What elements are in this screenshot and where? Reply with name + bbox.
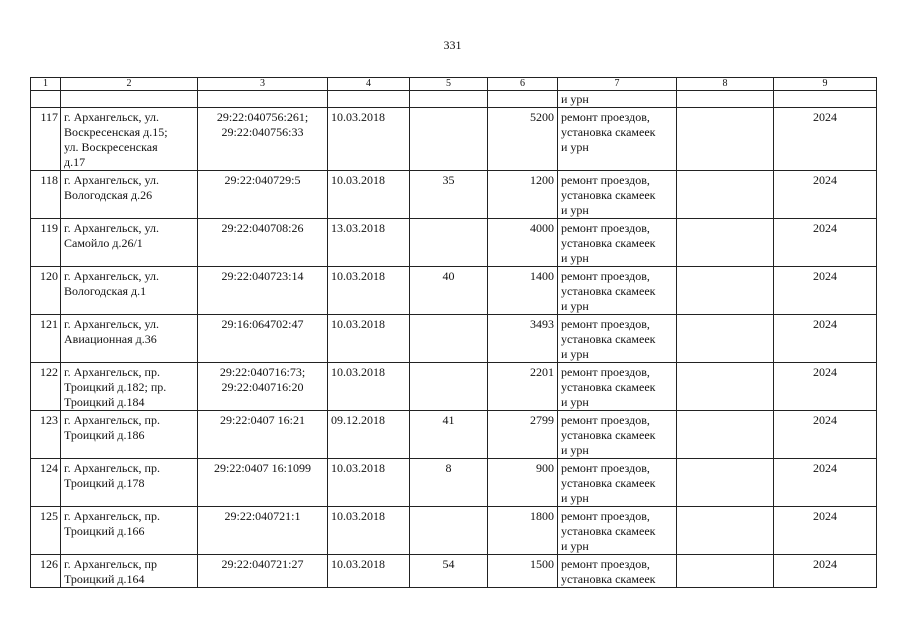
cell-address-line: Троицкий д.178 <box>64 476 145 490</box>
cell-purpose-line: ремонт проездов, <box>561 110 650 124</box>
cell-address-line: ул. Воскресенская <box>64 140 158 154</box>
cell-date: 10.03.2018 <box>328 459 410 507</box>
cell-year: 2024 <box>774 507 877 555</box>
cell-address-line: г. Архангельск, ул. <box>64 110 159 124</box>
cell-col8 <box>677 108 774 171</box>
cell-address-line: Троицкий д.184 <box>64 395 145 409</box>
cell-col8 <box>677 411 774 459</box>
cell-purpose-line: установка скамеек <box>561 524 656 538</box>
cell-col8 <box>677 267 774 315</box>
cell-col5: 8 <box>410 459 488 507</box>
cell-date: 10.03.2018 <box>328 555 410 588</box>
cell-cadastral-line: 29:22:040721:27 <box>221 557 304 571</box>
cell-empty <box>677 91 774 108</box>
cell-cadastral <box>198 108 328 171</box>
cell-date: 10.03.2018 <box>328 171 410 219</box>
cell-col5 <box>410 507 488 555</box>
cell-year: 2024 <box>774 108 877 171</box>
cell-col5: 41 <box>410 411 488 459</box>
cell-empty <box>410 91 488 108</box>
table-row <box>31 219 877 267</box>
cell-address-line: г. Архангельск, ул. <box>64 173 159 187</box>
cell-address <box>61 267 198 315</box>
cell-empty <box>61 91 198 108</box>
cell-area: 5200 <box>488 108 558 171</box>
cell-address <box>61 219 198 267</box>
cell-number: 122 <box>31 363 61 411</box>
table-row <box>31 411 877 459</box>
cell-purpose <box>558 459 677 507</box>
cell-year: 2024 <box>774 315 877 363</box>
cell-address <box>61 555 198 588</box>
cell-purpose-line: ремонт проездов, <box>561 461 650 475</box>
cell-date: 10.03.2018 <box>328 315 410 363</box>
cell-number: 120 <box>31 267 61 315</box>
cell-col5 <box>410 363 488 411</box>
cell-col8 <box>677 507 774 555</box>
cell-cadastral-line: 29:22:0407 16:21 <box>219 413 305 427</box>
table-row <box>31 108 877 171</box>
column-number: 2 <box>61 78 198 91</box>
cell-date: 10.03.2018 <box>328 507 410 555</box>
cell-cadastral <box>198 171 328 219</box>
page-number: 331 <box>443 38 462 52</box>
cell-col8 <box>677 363 774 411</box>
cell-number: 125 <box>31 507 61 555</box>
cell-number: 124 <box>31 459 61 507</box>
column-number: 4 <box>328 78 410 91</box>
cell-empty <box>488 91 558 108</box>
cell-purpose <box>558 507 677 555</box>
cell-date: 09.12.2018 <box>328 411 410 459</box>
cell-address-line: Вологодская д.26 <box>64 188 153 202</box>
cell-cadastral <box>198 507 328 555</box>
cell-purpose: и урн <box>558 91 677 108</box>
cell-col5: 40 <box>410 267 488 315</box>
column-number-row <box>31 78 877 91</box>
cell-address <box>61 315 198 363</box>
cell-purpose-line: ремонт проездов, <box>561 173 650 187</box>
cell-cadastral-line: 29:22:040708:26 <box>221 221 304 235</box>
cell-purpose-line: установка скамеек <box>561 428 656 442</box>
cell-address-line: Троицкий д.182; пр. <box>64 380 167 394</box>
cell-cadastral-line: 29:22:040729:5 <box>224 173 301 187</box>
cell-purpose <box>558 411 677 459</box>
column-number: 3 <box>198 78 328 91</box>
column-number: 8 <box>677 78 774 91</box>
cell-address-line: Авиационная д.36 <box>64 332 157 346</box>
cell-cadastral <box>198 459 328 507</box>
cell-date: 13.03.2018 <box>328 219 410 267</box>
cell-year: 2024 <box>774 555 877 588</box>
cell-date: 10.03.2018 <box>328 363 410 411</box>
cell-address-line: г. Архангельск, ул. <box>64 269 159 283</box>
cell-purpose-line: ремонт проездов, <box>561 557 650 571</box>
table-row <box>31 171 877 219</box>
table-row <box>31 459 877 507</box>
cell-purpose-line: и урн <box>561 299 589 313</box>
cell-address-line: Троицкий д.164 <box>64 572 145 586</box>
cell-empty <box>328 91 410 108</box>
cell-number: 117 <box>31 108 61 171</box>
cell-address <box>61 363 198 411</box>
cell-cadastral-line: 29:22:040756:261; <box>216 110 309 124</box>
cell-purpose-line: и урн <box>561 539 589 553</box>
cell-purpose-line: ремонт проездов, <box>561 317 650 331</box>
cell-year: 2024 <box>774 363 877 411</box>
registry-table <box>30 77 877 588</box>
table-row <box>31 555 877 588</box>
cell-purpose-line: установка скамеек <box>561 125 656 139</box>
cell-address-line: Троицкий д.166 <box>64 524 145 538</box>
cell-address-line: г. Архангельск, пр. <box>64 461 160 475</box>
cell-purpose <box>558 363 677 411</box>
cell-purpose <box>558 267 677 315</box>
cell-area: 900 <box>488 459 558 507</box>
cell-date: 10.03.2018 <box>328 267 410 315</box>
cell-address-line: Воскресенская д.15; <box>64 125 168 139</box>
cell-year: 2024 <box>774 219 877 267</box>
cell-purpose-line: ремонт проездов, <box>561 509 650 523</box>
cell-area: 1200 <box>488 171 558 219</box>
cell-address-line: г. Архангельск, пр. <box>64 413 160 427</box>
cell-empty <box>774 91 877 108</box>
table-row <box>31 363 877 411</box>
cell-purpose-line: и урн <box>561 203 589 217</box>
cell-purpose-line: и урн <box>561 140 589 154</box>
cell-address-line: Вологодская д.1 <box>64 284 147 298</box>
cell-address-line: г. Архангельск, пр. <box>64 365 160 379</box>
cell-cadastral-line: 29:22:040716:73; <box>219 365 306 379</box>
cell-number: 123 <box>31 411 61 459</box>
cell-area: 1800 <box>488 507 558 555</box>
cell-cadastral <box>198 267 328 315</box>
column-number: 1 <box>31 78 61 91</box>
cell-col8 <box>677 459 774 507</box>
cell-cadastral <box>198 555 328 588</box>
cell-purpose <box>558 108 677 171</box>
cell-col8 <box>677 315 774 363</box>
cell-cadastral-line: 29:22:040716:20 <box>221 380 304 394</box>
cell-address <box>61 507 198 555</box>
cell-purpose-line: и урн <box>561 491 589 505</box>
cell-purpose <box>558 315 677 363</box>
cell-address <box>61 171 198 219</box>
cell-cadastral <box>198 411 328 459</box>
cell-purpose-line: установка скамеек <box>561 476 656 490</box>
cell-cadastral-line: 29:22:040723:14 <box>221 269 304 283</box>
cell-col8 <box>677 219 774 267</box>
cell-year: 2024 <box>774 267 877 315</box>
cell-purpose-line: установка скамеек <box>561 380 656 394</box>
cell-address-line: г. Архангельск, пр. <box>64 509 160 523</box>
cell-year: 2024 <box>774 459 877 507</box>
cell-purpose-line: установка скамеек <box>561 284 656 298</box>
cell-purpose <box>558 219 677 267</box>
cell-cadastral-line: 29:22:040756:33 <box>221 125 304 139</box>
cell-purpose-line: ремонт проездов, <box>561 269 650 283</box>
cell-purpose-line: установка скамеек <box>561 572 656 586</box>
cell-number: 121 <box>31 315 61 363</box>
cell-purpose-line: ремонт проездов, <box>561 221 650 235</box>
cell-col5 <box>410 108 488 171</box>
cell-purpose-line: ремонт проездов, <box>561 413 650 427</box>
cell-address-line: г. Архангельск, пр <box>64 557 157 571</box>
column-number: 9 <box>774 78 877 91</box>
cell-purpose-line: и урн <box>561 347 589 361</box>
cell-number: 118 <box>31 171 61 219</box>
cell-address-line: д.17 <box>64 155 86 169</box>
column-number: 6 <box>488 78 558 91</box>
cell-number: 126 <box>31 555 61 588</box>
column-number: 7 <box>558 78 677 91</box>
cell-date: 10.03.2018 <box>328 108 410 171</box>
cell-cadastral <box>198 315 328 363</box>
cell-address-line: г. Архангельск, ул. <box>64 317 159 331</box>
cell-empty <box>31 91 61 108</box>
cell-purpose-line: и урн <box>561 443 589 457</box>
cell-address <box>61 411 198 459</box>
cell-col5: 54 <box>410 555 488 588</box>
cell-area: 1500 <box>488 555 558 588</box>
cell-purpose-line: установка скамеек <box>561 332 656 346</box>
cell-address-line: Самойло д.26/1 <box>64 236 143 250</box>
cell-address <box>61 459 198 507</box>
table-row <box>31 267 877 315</box>
cell-area: 2201 <box>488 363 558 411</box>
cell-purpose <box>558 555 677 588</box>
cell-year: 2024 <box>774 411 877 459</box>
cell-year: 2024 <box>774 171 877 219</box>
cell-empty <box>198 91 328 108</box>
cell-number: 119 <box>31 219 61 267</box>
cell-address-line: г. Архангельск, ул. <box>64 221 159 235</box>
cell-col5 <box>410 219 488 267</box>
cell-col8 <box>677 555 774 588</box>
table-row <box>31 315 877 363</box>
column-number: 5 <box>410 78 488 91</box>
cell-col5 <box>410 315 488 363</box>
cell-purpose-line: установка скамеек <box>561 188 656 202</box>
cell-cadastral <box>198 363 328 411</box>
continuation-row <box>31 91 877 108</box>
cell-purpose-line: и урн <box>561 395 589 409</box>
cell-area: 2799 <box>488 411 558 459</box>
cell-col5: 35 <box>410 171 488 219</box>
cell-purpose-line: ремонт проездов, <box>561 365 650 379</box>
cell-cadastral <box>198 219 328 267</box>
cell-purpose <box>558 171 677 219</box>
cell-address-line: Троицкий д.186 <box>64 428 145 442</box>
cell-cadastral-line: 29:16:064702:47 <box>221 317 304 331</box>
cell-area: 1400 <box>488 267 558 315</box>
cell-address <box>61 108 198 171</box>
cell-cadastral-line: 29:22:040721:1 <box>224 509 301 523</box>
cell-purpose-line: установка скамеек <box>561 236 656 250</box>
cell-area: 3493 <box>488 315 558 363</box>
cell-area: 4000 <box>488 219 558 267</box>
cell-purpose-line: и урн <box>561 251 589 265</box>
table-row <box>31 507 877 555</box>
cell-cadastral-line: 29:22:0407 16:1099 <box>213 461 311 475</box>
cell-col8 <box>677 171 774 219</box>
